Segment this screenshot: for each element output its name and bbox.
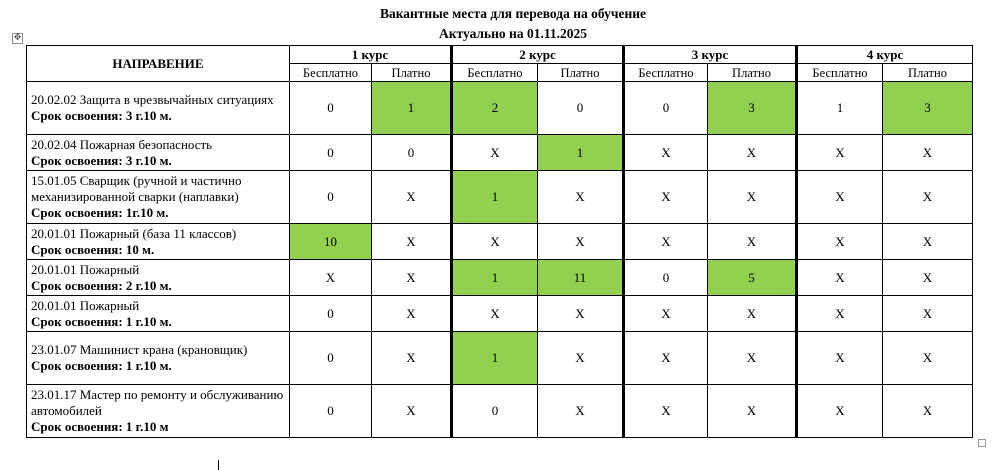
course-4-header: 4 курс	[797, 46, 973, 64]
study-term: Срок освоения: 1 г.10 м.	[31, 313, 172, 329]
course-2-free-header: Бесплатно	[452, 64, 538, 82]
page-title: Вакантные места для перевода на обучение	[379, 6, 647, 21]
course-3-free-value: Х	[624, 296, 708, 332]
direction-header: НАПРАВЕНИЕ	[27, 46, 290, 82]
course-4-free-value: Х	[797, 260, 883, 296]
course-2-free-value: 1	[452, 171, 538, 224]
table-resize-handle-icon[interactable]	[978, 439, 986, 447]
course-3-free-value: Х	[624, 135, 708, 171]
course-3-paid-value: Х	[708, 296, 797, 332]
course-4-paid-value: 3	[883, 82, 973, 135]
course-3-paid-value: Х	[708, 224, 797, 260]
page-subtitle: Актуально на 01.11.2025	[439, 26, 587, 41]
course-2-paid-value: Х	[538, 171, 624, 224]
course-1-free-value: 0	[290, 385, 372, 438]
course-2-free-value: Х	[452, 135, 538, 171]
study-term: Срок освоения: 2 г.10 м.	[31, 277, 172, 293]
table-row	[27, 135, 973, 171]
course-3-free-header: Бесплатно	[624, 64, 708, 82]
course-3-paid-value: Х	[708, 171, 797, 224]
direction-cell	[27, 260, 290, 296]
course-1-free-value: 0	[290, 135, 372, 171]
vacancy-table	[26, 45, 973, 438]
study-term: Срок освоения: 1 г.10 м	[31, 419, 169, 434]
table-row	[27, 332, 973, 385]
course-4-paid-value: Х	[883, 171, 973, 224]
course-2-paid-value: 1	[538, 135, 624, 171]
text-cursor	[218, 460, 219, 470]
course-2-free-value: 1	[452, 260, 538, 296]
course-1-paid-value: Х	[372, 224, 452, 260]
direction-name: 20.01.01 Пожарный	[31, 297, 140, 313]
direction-cell	[27, 171, 290, 224]
course-3-free-value: Х	[624, 224, 708, 260]
course-1-paid-value: Х	[372, 260, 452, 296]
course-4-free-value: 1	[797, 82, 883, 135]
course-1-paid-value: 1	[372, 82, 452, 135]
course-1-free-value: 0	[290, 171, 372, 224]
table-row	[27, 224, 973, 260]
course-1-free-value: 0	[290, 82, 372, 135]
table-row	[27, 296, 973, 332]
course-3-paid-value: 3	[708, 82, 797, 135]
course-3-header: 3 курс	[624, 46, 797, 64]
course-2-free-value: 2	[452, 82, 538, 135]
direction-name: 15.01.05 Сварщик (ручной и частично механизированной сварки (наплавки)	[31, 173, 242, 204]
course-1-paid-value: Х	[372, 171, 452, 224]
course-2-paid-value: 0	[538, 82, 624, 135]
study-term: Срок освоения: 3 г.10 м.	[31, 152, 172, 168]
direction-cell	[27, 135, 290, 171]
course-3-free-value: Х	[624, 385, 708, 438]
course-1-paid-value: Х	[372, 385, 452, 438]
course-2-paid-value: 11	[538, 260, 624, 296]
direction-cell	[27, 224, 290, 260]
course-1-free-value: 0	[290, 332, 372, 385]
course-2-free-value: Х	[452, 296, 538, 332]
direction-cell	[27, 332, 290, 385]
course-2-header: 2 курс	[452, 46, 624, 64]
study-term: Срок освоения: 10 м.	[31, 241, 155, 257]
header-row-courses	[27, 46, 973, 64]
table-row	[27, 171, 973, 224]
course-1-header: 1 курс	[290, 46, 452, 64]
course-1-paid-value: Х	[372, 332, 452, 385]
course-3-paid-value: Х	[708, 385, 797, 438]
course-2-free-value: 0	[452, 385, 538, 438]
course-3-free-value: 0	[624, 260, 708, 296]
course-4-paid-value: Х	[883, 135, 973, 171]
course-4-free-value: Х	[797, 296, 883, 332]
direction-cell	[27, 296, 290, 332]
course-3-paid-header: Платно	[708, 64, 797, 82]
course-4-free-value: Х	[797, 135, 883, 171]
course-2-free-value: 1	[452, 332, 538, 385]
direction-cell	[27, 82, 290, 135]
course-4-paid-header: Платно	[883, 64, 973, 82]
course-3-free-value: Х	[624, 332, 708, 385]
table-row	[27, 260, 973, 296]
course-1-free-value: 10	[290, 224, 372, 260]
course-4-paid-value: Х	[883, 332, 973, 385]
study-term: Срок освоения: 3 г.10 м.	[31, 108, 172, 123]
course-4-free-value: Х	[797, 385, 883, 438]
course-1-free-value: 0	[290, 296, 372, 332]
course-2-paid-value: Х	[538, 332, 624, 385]
course-2-paid-value: Х	[538, 224, 624, 260]
course-4-paid-value: Х	[883, 296, 973, 332]
course-4-free-header: Бесплатно	[797, 64, 883, 82]
direction-cell	[27, 385, 290, 438]
course-4-paid-value: Х	[883, 260, 973, 296]
table-row	[27, 385, 973, 438]
course-1-free-header: Бесплатно	[290, 64, 372, 82]
course-4-free-value: Х	[797, 224, 883, 260]
direction-name: 23.01.07 Машинист крана (крановщик)	[31, 342, 248, 357]
direction-name: 20.02.04 Пожарная безопасность	[31, 136, 213, 152]
course-4-paid-value: Х	[883, 224, 973, 260]
course-2-paid-header: Платно	[538, 64, 624, 82]
study-term: Срок освоения: 1г.10 м.	[31, 205, 169, 220]
course-3-paid-value: Х	[708, 332, 797, 385]
course-3-free-value: 0	[624, 82, 708, 135]
direction-name: 20.01.01 Пожарный (база 11 классов)	[31, 225, 237, 241]
course-4-free-value: Х	[797, 332, 883, 385]
course-1-paid-header: Платно	[372, 64, 452, 82]
course-3-paid-value: 5	[708, 260, 797, 296]
direction-name: 23.01.17 Мастер по ремонту и обслуживанию автомобилей	[31, 387, 284, 418]
course-1-paid-value: 0	[372, 135, 452, 171]
study-term: Срок освоения: 1 г.10 м.	[31, 358, 172, 373]
course-2-paid-value: Х	[538, 385, 624, 438]
table-move-handle-icon[interactable]: ✥	[13, 33, 22, 43]
course-1-free-value: Х	[290, 260, 372, 296]
table-row	[27, 82, 973, 135]
course-3-paid-value: Х	[708, 135, 797, 171]
direction-name: 20.02.02 Защита в чрезвычайных ситуациях	[31, 92, 274, 107]
course-1-paid-value: Х	[372, 296, 452, 332]
course-3-free-value: Х	[624, 171, 708, 224]
course-2-paid-value: Х	[538, 296, 624, 332]
course-4-paid-value: Х	[883, 385, 973, 438]
course-2-free-value: Х	[452, 224, 538, 260]
course-4-free-value: Х	[797, 171, 883, 224]
direction-name: 20.01.01 Пожарный	[31, 261, 140, 277]
